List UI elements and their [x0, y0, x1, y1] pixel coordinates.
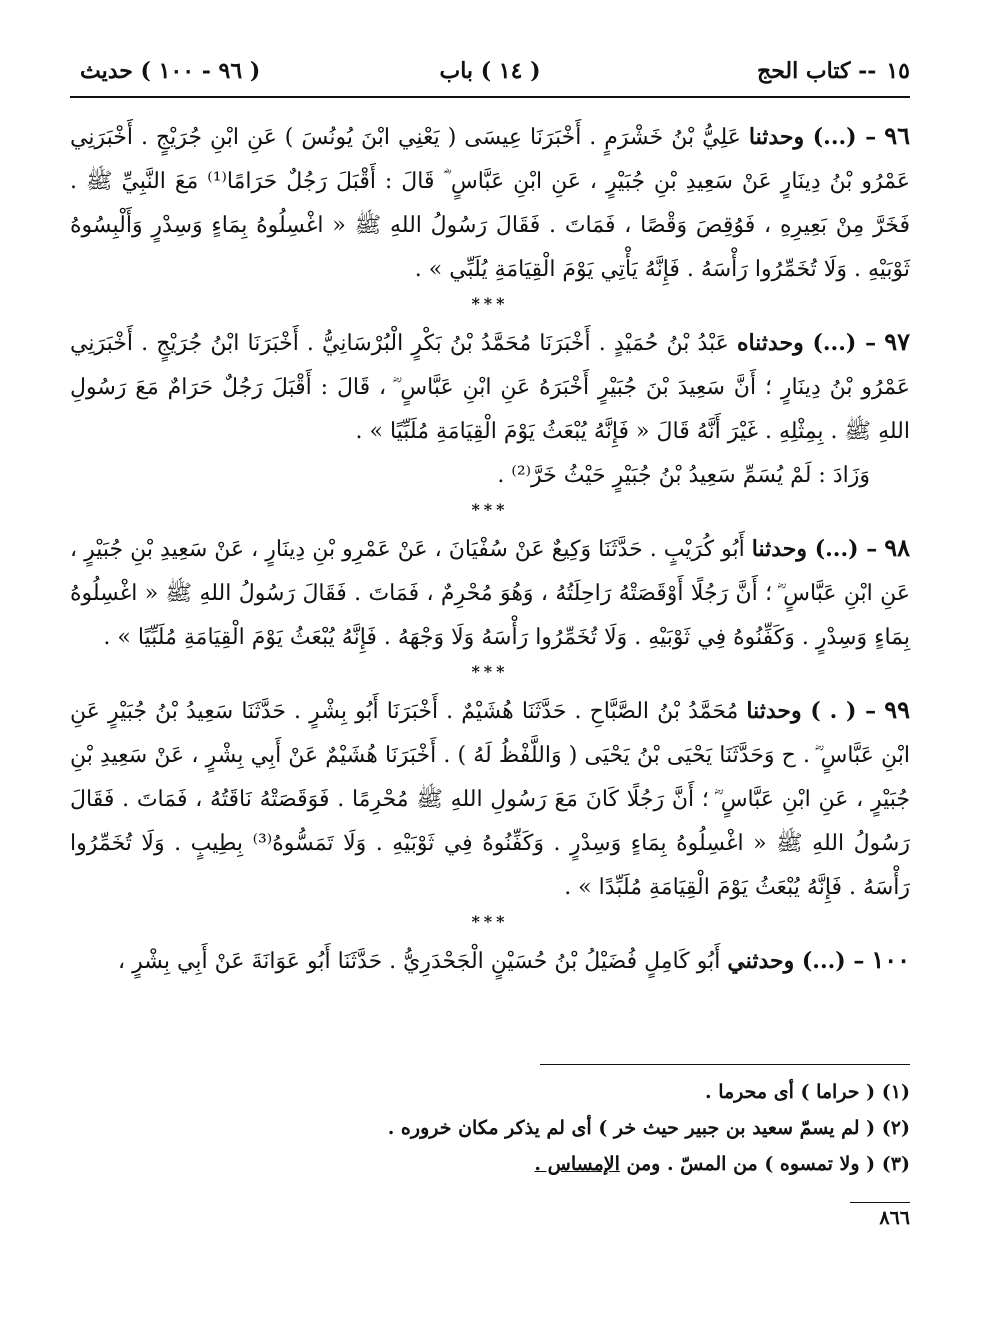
hadith-100 — [70, 938, 910, 984]
running-head — [70, 52, 910, 98]
hadith-number: ٩٨ — [884, 533, 911, 562]
footnote-text: ( ولا تمسوه ) من المسّ . ومن — [626, 1153, 876, 1175]
footnote-text: ( حراما ) أى محرما . — [704, 1081, 876, 1103]
footnotes — [310, 1074, 910, 1182]
hadith-text: عَلِيُّ بْنُ خَشْرَمٍ . أَخْبَرَنَا عِيسَى ( يَعْنِي ابْنَ يُونُسَ ) عَنِ ابْنِ جُرَيْجٍ . أَخْبَرَنِي عَمْرُو بْنُ دِينَارٍ عَنْ سَعِيدِ بْنِ جُبَيْرٍ ، عَنِ ابْنِ عَبَّاسٍ ؓ قَالَ : أَقْبَلَ رَجُلٌ حَرَامًا⁽¹⁾ مَعَ النَّبِيِّ ﷺ . فَخَرَّ مِنْ بَعِيرِهِ ، فَوُقِصَ وَقْصًا ، فَمَاتَ . فَقَالَ رَسُولُ اللهِ ﷺ « اغْسِلُوهُ بِمَاءٍ وَسِدْرٍ وَأَلْبِسُوهُ ثَوْبَيْهِ . وَلَا تُخَمِّرُوا رَأْسَهُ . فَإِنَّهُ يَأْتِي يَوْمَ الْقِيَامَةِ يُلَبِّي » . — [70, 125, 910, 282]
footnote-3 — [310, 1146, 910, 1182]
hadith-97-addendum: وَزَادَ : لَمْ يُسَمِّ سَعِيدُ بْنُ جُبَيْرٍ حَيْثُ خَرَّ⁽²⁾ . — [497, 463, 870, 488]
footnote-underlined-term: الإمساس . — [534, 1153, 620, 1175]
hadith-lead: – (...) وحدثني — [727, 948, 865, 974]
hadith-lead: – ( . ) وحدثنا — [746, 698, 877, 724]
hadith-text: أَبُو كُرَيْبٍ . حَدَّثَنَا وَكِيعٌ عَنْ سُفْيَانَ ، عَنْ عَمْرِو بْنِ دِينَارٍ ، عَنْ سَعِيدِ بْنِ جُبَيْرٍ ، عَنِ ابْنِ عَبَّاسٍ ؓ ؛ أَنَّ رَجُلًا أَوْقَصَتْهُ رَاحِلَتُهُ ، وَهُوَ مُحْرِمٌ ، فَمَاتَ . فَقَالَ رَسُولُ اللهِ ﷺ « اغْسِلُوهُ بِمَاءٍ وَسِدْرٍ . وَكَفِّنُوهُ فِي ثَوْبَيْهِ . وَلَا تُخَمِّرُوا رَأْسَهُ وَلَا وَجْهَهُ . فَإِنَّهُ يُبْعَثُ يَوْمَ الْقِيَامَةِ مُلَبِّيًا » . — [70, 537, 910, 650]
footnote-text: ( لم يسمّ سعيد بن جبير حيث خر ) أى لم يذكر مكان خروره . — [387, 1117, 876, 1139]
footnote-mark: (١) — [881, 1081, 910, 1103]
footnote-rule — [540, 1064, 910, 1065]
page-number: ٨٦٦ — [850, 1202, 910, 1229]
separator-stars: *** — [471, 294, 509, 313]
hadith-99 — [70, 688, 910, 910]
header-page-number: ١٥ — [886, 58, 910, 84]
hadith-98 — [70, 526, 910, 660]
separator-stars: *** — [471, 500, 509, 519]
separator-stars: *** — [471, 662, 509, 681]
hadith-number: ١٠٠ — [871, 945, 910, 974]
document-page — [70, 52, 910, 1292]
separator-stars: *** — [471, 912, 509, 931]
hadith-number: ٩٩ — [884, 695, 911, 724]
hadith-96 — [70, 114, 910, 292]
footnote-2 — [310, 1110, 910, 1146]
hadith-text: مُحَمَّدُ بْنُ الصَّبَّاحِ . حَدَّثَنَا هُشَيْمٌ . أَخْبَرَنَا أَبُو بِشْرٍ . حَدَّثَنَا سَعِيدُ بْنُ جُبَيْرٍ عَنِ ابْنِ عَبَّاسٍ ؓ . ح وَحَدَّثَنَا يَحْيَى بْنُ يَحْيَى ( وَاللَّفْظُ لَهُ ) . أَخْبَرَنَا هُشَيْمٌ عَنْ أَبِي بِشْرٍ ، عَنْ سَعِيدِ بْنِ جُبَيْرٍ ، عَنِ ابْنِ عَبَّاسٍ ؓ ؛ أَنَّ رَجُلًا كَانَ مَعَ رَسُولِ اللهِ ﷺ مُحْرِمًا . فَوَقَصَتْهُ نَاقَتُهُ ، فَمَاتَ . فَقَالَ رَسُولُ اللهِ ﷺ « اغْسِلُوهُ بِمَاءٍ وَسِدْرٍ . وَكَفِّنُوهُ فِي ثَوْبَيْهِ . وَلَا تَمَسُّوهُ⁽³⁾ بِطِيبٍ . وَلَا تُخَمِّرُوا رَأْسَهُ . فَإِنَّهُ يُبْعَثُ يَوْمَ الْقِيَامَةِ مُلَبِّدًا » . — [70, 699, 910, 900]
footnote-mark: (٢) — [881, 1117, 910, 1139]
hadith-number: ٩٦ — [884, 121, 911, 150]
hadith-97 — [70, 320, 910, 454]
footnote-mark: (٣) — [881, 1153, 910, 1175]
footnote-1 — [310, 1074, 910, 1110]
hadith-number: ٩٧ — [884, 327, 911, 356]
hadith-lead: – (...) وحدثنا — [751, 536, 878, 562]
header-hadith-range: ( ٩٦ - ١٠٠ ) حديث — [80, 58, 261, 84]
header-rule — [70, 96, 910, 98]
hadith-text: أَبُو كَامِلٍ فُضَيْلُ بْنُ حُسَيْنٍ الْجَحْدَرِيُّ . حَدَّثَنَا أَبُو عَوَانَةَ عَنْ أَبِي بِشْرٍ ، — [118, 949, 721, 974]
hadith-lead: – (...) وحدثناه — [736, 330, 877, 356]
hadith-text: عَبْدُ بْنُ حُمَيْدٍ . أَخْبَرَنَا مُحَمَّدُ بْنُ بَكْرٍ الْبُرْسَانِيُّ . أَخْبَرَنَا ابْنُ جُرَيْجٍ . أَخْبَرَنِي عَمْرُو بْنُ دِينَارٍ ؛ أَنَّ سَعِيدَ بْنَ جُبَيْرٍ أَخْبَرَهُ عَنِ ابْنِ عَبَّاسٍ ؓ ، قَالَ : أَقْبَلَ رَجُلٌ حَرَامٌ مَعَ رَسُولِ اللهِ ﷺ . بِمِثْلِهِ . غَيْرَ أَنَّهُ قَالَ « فَإِنَّهُ يُبْعَثُ يَوْمَ الْقِيَامَةِ مُلَبِّيًا » . — [70, 331, 910, 444]
header-chapter: ( ١٤ ) باب — [439, 58, 541, 84]
hadith-lead: – (...) وحدثنا — [748, 124, 877, 150]
document-body — [70, 114, 910, 984]
header-book-title: -- كتاب الحج — [757, 58, 877, 84]
